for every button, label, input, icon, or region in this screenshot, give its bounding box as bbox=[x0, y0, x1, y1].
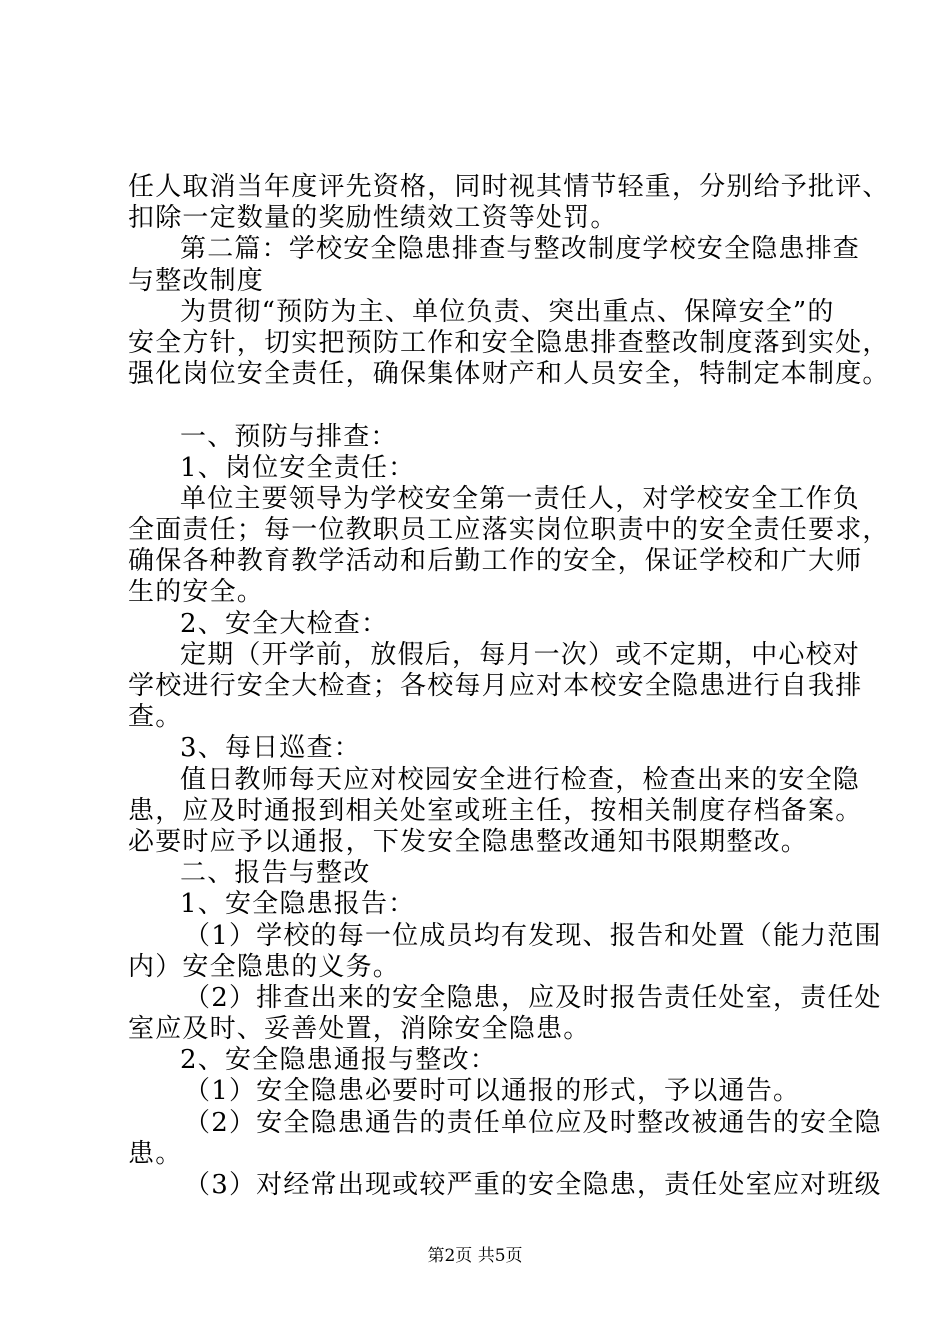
text-line: 任人取消当年度评先资格，同时视其情节轻重，分别给予批评、 bbox=[128, 172, 890, 202]
text-line: （1）安全隐患必要时可以通报的形式，予以通告。 bbox=[184, 1076, 801, 1107]
text-line: 室应及时、妥善处置，消除安全隐患。 bbox=[128, 1014, 591, 1045]
text-line: （2）安全隐患通告的责任单位应及时整改被通告的安全隐 bbox=[184, 1107, 882, 1138]
text-line: 确保各种教育教学活动和后勤工作的安全，保证学校和广大师 bbox=[128, 546, 863, 577]
text-line: 安全方针，切实把预防工作和安全隐患排查整改制度落到实处， bbox=[128, 327, 890, 358]
subheading: 2、安全隐患通报与整改： bbox=[180, 1045, 497, 1076]
text-line: （3）对经常出现或较严重的安全隐患，责任处室应对班级 bbox=[184, 1170, 882, 1200]
text-line: 患，应及时通报到相关处室或班主任，按相关制度存档备案。 bbox=[128, 795, 863, 826]
text-line: 强化岗位安全责任，确保集体财产和人员安全，特制定本制度。 bbox=[128, 359, 890, 390]
text-line: 学校进行安全大检查；各校每月应对本校安全隐患进行自我排 bbox=[128, 671, 863, 701]
text-line: 为贯彻“预防为主、单位负责、突出重点、保障安全”的 bbox=[180, 296, 835, 327]
document-body bbox=[128, 172, 890, 1201]
blank-line bbox=[128, 390, 840, 421]
section-heading-cont: 与整改制度 bbox=[128, 265, 265, 296]
text-line: （2）排查出来的安全隐患，应及时报告责任处室，责任处 bbox=[184, 982, 882, 1013]
subheading: 2、安全大检查： bbox=[180, 608, 389, 639]
text-line: 患。 bbox=[128, 1138, 183, 1169]
page-number: 第2页 共5页 bbox=[427, 1246, 523, 1266]
text-line: （1）学校的每一位成员均有发现、报告和处置（能力范围 bbox=[184, 920, 882, 951]
text-line: 扣除一定数量的奖励性绩效工资等处罚。 bbox=[128, 203, 618, 234]
subheading: 二、报告与整改 bbox=[180, 858, 371, 889]
text-line: 单位主要领导为学校安全第一责任人，对学校安全工作负 bbox=[180, 483, 861, 514]
text-line: 必要时应予以通报，下发安全隐患整改通知书限期整改。 bbox=[128, 826, 809, 857]
page-footer bbox=[0, 1244, 950, 1268]
subheading: 1、岗位安全责任： bbox=[180, 452, 416, 483]
subheading: 1、安全隐患报告： bbox=[180, 889, 416, 920]
subheading: 一、预防与排查： bbox=[180, 421, 398, 452]
text-line: 定期（开学前，放假后，每月一次）或不定期，中心校对 bbox=[180, 639, 861, 670]
text-line: 全面责任；每一位教职员工应落实岗位职责中的安全责任要求， bbox=[128, 515, 890, 546]
text-line: 内）安全隐患的义务。 bbox=[128, 951, 401, 982]
text-line: 生的安全。 bbox=[128, 577, 265, 608]
text-line: 值日教师每天应对校园安全进行检查，检查出来的安全隐 bbox=[180, 764, 861, 795]
text-line: 查。 bbox=[128, 702, 183, 733]
section-heading: 第二篇：学校安全隐患排查与整改制度学校安全隐患排查 bbox=[180, 234, 861, 265]
subheading: 3、每日巡查： bbox=[180, 733, 361, 764]
